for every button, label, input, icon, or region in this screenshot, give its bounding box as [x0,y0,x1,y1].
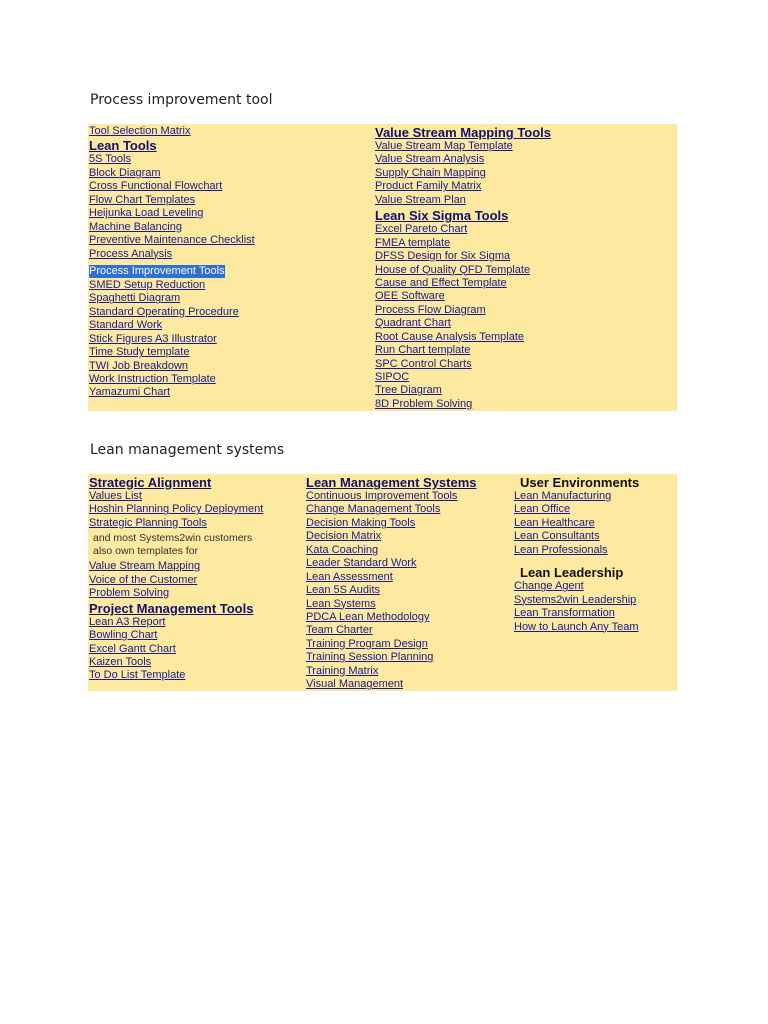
link-item[interactable]: Change Agent [514,580,584,593]
link-item[interactable]: Training Matrix [306,664,379,677]
link-item[interactable]: Voice of the Customer [89,573,198,586]
link-item[interactable]: Preventive Maintenance Checklist [89,234,255,247]
list-item [306,584,477,597]
link-item[interactable]: SMED Setup Reduction [89,278,206,291]
lean-tools-heading[interactable]: Lean Tools [89,138,157,154]
strategic-alignment-heading[interactable]: Strategic Alignment [89,475,212,490]
link-item[interactable]: Cause and Effect Template [375,276,507,289]
list-item [89,503,263,516]
link-item[interactable]: Kata Coaching [306,543,379,556]
link-item[interactable]: Process Improvement Tools [89,264,225,277]
link-item[interactable]: House of Quality QFD Template [375,263,531,276]
lean-management-systems-heading[interactable]: Lean Management Systems [306,475,477,490]
lean-leadership-list [514,580,639,634]
link-item[interactable]: DFSS Design for Six Sigma [375,250,511,263]
link-item[interactable]: Bowling Chart [89,629,158,642]
link-item[interactable]: Value Stream Analysis [375,153,485,166]
tool-selection-matrix-link[interactable]: Tool Selection Matrix [89,125,191,137]
link-item[interactable]: Excel Pareto Chart [375,223,468,236]
list-item [514,503,639,516]
lean-management-panel [88,474,677,691]
list-item [89,574,263,587]
list-item [514,607,639,620]
list-item [375,344,551,357]
link-item[interactable]: Lean 5S Audits [306,584,381,597]
list-item [514,594,639,607]
link-item[interactable]: FMEA template [375,236,451,249]
list-item [514,621,639,634]
list-item [375,398,551,411]
list-item [375,140,551,153]
list-item [306,571,477,584]
list-item [89,346,255,359]
list-item [514,517,639,530]
link-item[interactable]: Excel Gantt Chart [89,642,176,655]
list-item [375,277,551,290]
list-item [89,207,255,220]
link-item[interactable]: Lean Transformation [514,607,615,620]
link-item[interactable]: Machine Balancing [89,220,182,233]
link-item[interactable]: Strategic Planning Tools [89,516,207,529]
link-item[interactable]: Supply Chain Mapping [375,166,486,179]
list-item [375,371,551,384]
link-item[interactable]: Value Stream Plan [375,193,466,206]
link-item[interactable]: 5S Tools [89,153,131,166]
list-item [306,598,477,611]
lean-leadership-heading: Lean Leadership [520,565,624,581]
note-line: also own templates for [93,545,199,558]
list-item [89,643,263,656]
list-item [89,292,255,305]
link-item[interactable]: Lean Office [514,503,571,516]
section-title-process-improvement: Process improvement tool [90,92,273,108]
link-item[interactable]: 8D Problem Solving [375,397,473,410]
list-item [306,490,477,503]
link-item[interactable]: Cross Functional Flowchart [89,180,223,193]
link-item[interactable]: OEE Software [375,290,445,303]
link-item[interactable]: Training Program Design [306,637,428,650]
list-item [89,261,255,279]
list-item [89,560,263,573]
link-item[interactable]: Training Session Planning [306,651,434,664]
strategic-alignment-column [89,474,263,683]
link-item[interactable]: PDCA Lean Methodology [306,610,430,623]
value-stream-mapping-heading[interactable]: Value Stream Mapping Tools [375,125,552,140]
customer-templates-list [89,560,263,600]
link-item[interactable]: Continuous Improvement Tools [306,490,458,502]
list-item [514,580,639,593]
link-item[interactable]: Values List [89,490,142,502]
list-item [375,180,551,193]
link-item[interactable]: Change Management Tools [306,503,441,516]
link-item[interactable]: Standard Operating Procedure [89,305,239,318]
list-item [375,317,551,330]
user-environments-column [514,474,639,634]
link-item[interactable]: Standard Work [89,319,163,332]
list-item [89,333,255,346]
list-item [306,651,477,664]
link-item[interactable]: SPC Control Charts [375,357,472,370]
link-item[interactable]: Lean A3 Report [89,615,166,628]
link-item[interactable]: Stick Figures A3 Illustrator [89,332,217,345]
list-item [306,544,477,557]
lean-tools-column [89,124,255,400]
link-item[interactable]: Flow Chart Templates [89,193,196,206]
list-item [89,517,263,530]
list-item [306,557,477,570]
list-item [89,360,255,373]
list-item [89,587,263,600]
list-item [89,656,263,669]
list-item [306,638,477,651]
link-item[interactable]: Yamazumi Chart [89,386,171,399]
link-item[interactable]: Product Family Matrix [375,180,482,193]
link-item[interactable]: Process Flow Diagram [375,303,486,316]
link-item[interactable]: Quadrant Chart [375,317,451,330]
list-item [89,180,255,193]
list-item [514,544,639,557]
value-stream-list [375,140,551,207]
link-item[interactable]: Systems2win Leadership [514,593,637,606]
lean-management-systems-list [306,490,477,692]
list-item [375,194,551,207]
link-item[interactable]: Root Cause Analysis Template [375,330,524,343]
link-item[interactable]: Lean Systems [306,597,376,610]
list-item [306,530,477,543]
link-item[interactable]: Decision Making Tools [306,516,416,529]
lean-six-sigma-list [375,223,551,411]
customer-note [89,532,263,558]
list-item [306,503,477,516]
list-item [306,665,477,678]
list-item [375,331,551,344]
note-line: and most Systems2win customers [93,532,253,545]
link-item[interactable]: Problem Solving [89,587,170,600]
link-item[interactable]: SIPOC [375,371,410,383]
lean-management-systems-column [306,474,477,692]
list-item [89,248,255,261]
list-item [375,290,551,303]
link-item[interactable]: How to Launch Any Team [514,620,639,633]
list-item [89,669,263,682]
link-item[interactable]: Value Stream Map Template [375,140,513,152]
list-item [514,490,639,503]
list-item [89,279,255,292]
list-item [89,194,255,207]
link-item[interactable]: Process Analysis [89,247,173,260]
strategic-alignment-list [89,490,263,530]
link-item[interactable]: Hoshin Planning Policy Deployment [89,503,264,516]
link-item[interactable]: Spaghetti Diagram [89,292,181,305]
value-stream-column [375,124,551,411]
link-item[interactable]: Kaizen Tools [89,655,152,668]
link-item[interactable]: Value Stream Mapping [89,560,201,573]
link-item[interactable]: Heijunka Load Leveling [89,207,204,220]
list-item [306,624,477,637]
list-item [89,234,255,247]
link-item[interactable]: TWI Job Breakdown [89,359,189,372]
user-environments-heading: User Environments [520,475,640,490]
lean-tools-list [89,153,255,399]
list-item [89,616,263,629]
link-item[interactable]: Team Charter [306,624,373,637]
link-item[interactable]: Block Diagram [89,166,161,179]
list-item [89,221,255,234]
project-management-heading[interactable]: Project Management Tools [89,600,254,616]
list-item [306,611,477,624]
list-item [89,373,255,386]
list-item [375,237,551,250]
link-item[interactable]: Lean Healthcare [514,516,595,529]
list-item [375,264,551,277]
link-item[interactable]: Decision Matrix [306,530,382,543]
process-improvement-panel [88,124,677,411]
list-item [306,517,477,530]
link-item[interactable]: Lean Professionals [514,543,608,556]
link-item[interactable]: Visual Management [306,678,404,691]
list-item [89,319,255,332]
lean-six-sigma-heading[interactable]: Lean Six Sigma Tools [375,208,509,224]
link-item[interactable]: To Do List Template [89,669,186,682]
link-item[interactable]: Work Instruction Template [89,373,216,385]
link-item[interactable]: Lean Assessment [306,570,393,583]
list-item [375,167,551,180]
list-item [375,304,551,317]
user-environments-list [514,490,639,557]
list-item [89,490,263,503]
list-item [375,250,551,263]
link-item[interactable]: Lean Manufacturing [514,490,612,502]
list-item [89,629,263,642]
list-item [514,530,639,543]
section-title-lean-management: Lean management systems [90,442,285,458]
link-item[interactable]: Tree Diagram [375,384,442,397]
list-item [375,223,551,236]
link-item[interactable]: Run Chart template [375,344,471,357]
link-item[interactable]: Leader Standard Work [306,557,417,570]
list-item [89,167,255,180]
project-management-list [89,616,263,683]
link-item[interactable]: Time Study template [89,346,190,359]
link-item[interactable]: Lean Consultants [514,530,600,543]
list-item [89,153,255,166]
list-item [375,153,551,166]
list-item [375,384,551,397]
list-item [306,678,477,691]
list-item [375,358,551,371]
list-item [89,386,255,399]
list-item [89,306,255,319]
